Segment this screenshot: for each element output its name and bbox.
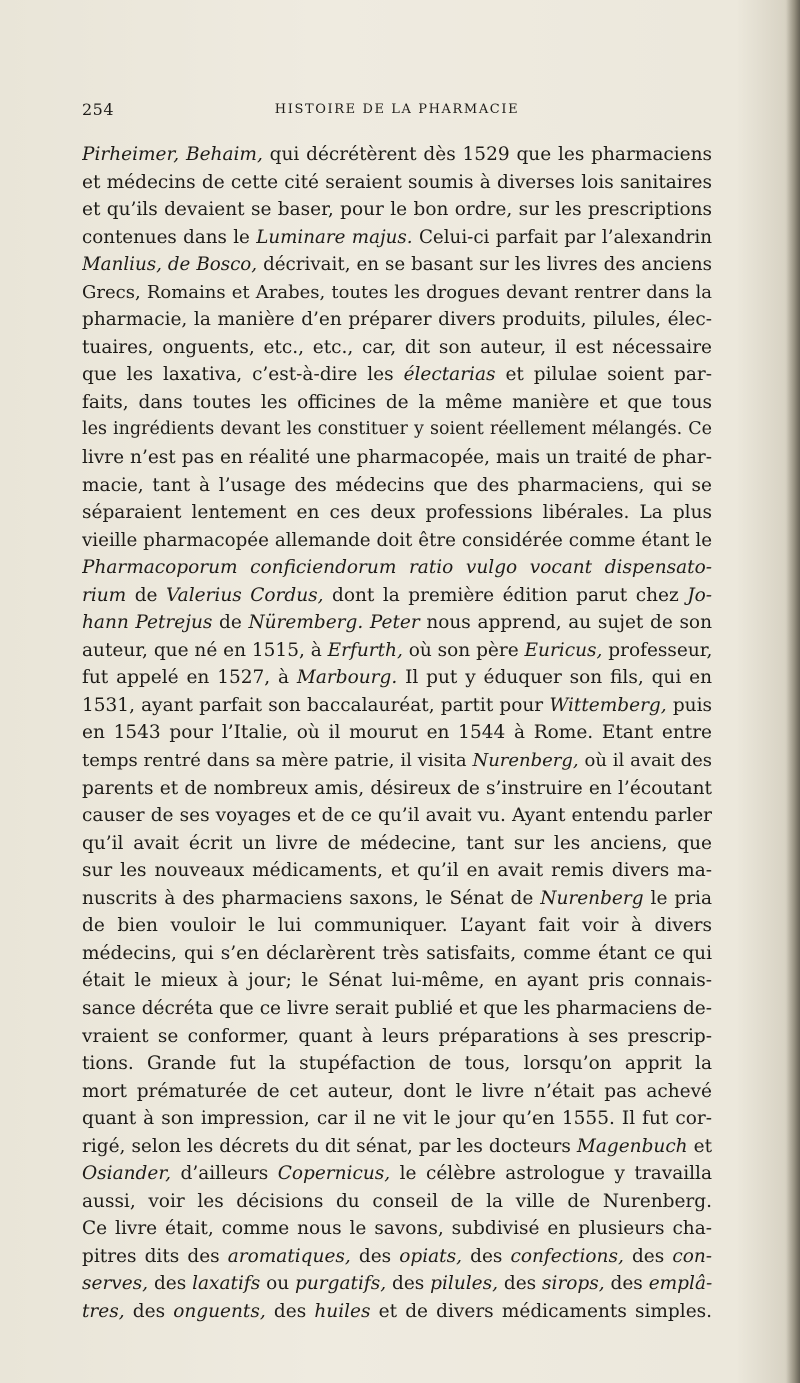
italic-text-run: rium [82, 584, 127, 606]
text-line [82, 609, 712, 637]
italic-text-run: Luminare majus. [256, 226, 413, 248]
page-number: 254 [82, 100, 115, 119]
text-run: tuaires, onguents, etc., etc., car, dit son auteur, il est nécessaire [82, 336, 712, 358]
text-run: en 1543 pour l’Italie, où il mourut en 1544 à Rome. Etant entre [82, 722, 712, 744]
text-run: et qu’ils devaient se baser, pour le bon ordre, sur les prescriptions [82, 199, 712, 221]
italic-text-run: électarias [403, 364, 496, 386]
text-run: de bien vouloir le lui communiquer. L’ayant fait voir à divers [82, 915, 712, 937]
text-run: pitres dits des [82, 1245, 228, 1267]
italic-text-run: serves, [82, 1273, 149, 1295]
italic-text-run: Nurenberg [540, 887, 644, 909]
italic-text-run: Nurenberg, [472, 750, 579, 772]
text-run: Celui-ci parfait par l’alexandrin [412, 226, 712, 248]
italic-text-run: Manlius, de Bosco, [82, 254, 258, 276]
text-line [82, 1050, 712, 1078]
text-line [82, 692, 712, 720]
text-run: des [386, 1273, 431, 1295]
italic-text-run: Euricus, [524, 639, 603, 661]
text-line [82, 1215, 712, 1243]
text-run: mort prématurée de cet auteur, dont le livre n’était pas achevé [82, 1080, 712, 1102]
text-run: dont la première édition parut chez [323, 584, 688, 606]
page-edge-shadow [786, 0, 800, 1383]
text-line [82, 912, 712, 940]
italic-text-run: aromatiques, [227, 1245, 351, 1267]
italic-text-run: laxatifs [192, 1273, 261, 1295]
text-run: temps rentré dans sa mère patrie, il visita [82, 750, 473, 772]
text-run: nuscrits à des pharmaciens saxons, le Sénat de [82, 887, 541, 909]
italic-text-run: huiles [314, 1300, 371, 1322]
text-line [82, 1023, 712, 1051]
page-header [82, 100, 712, 124]
text-line [82, 1133, 712, 1161]
text-run: séparaient lentement en ces deux professions libérales. La plus [82, 502, 712, 524]
text-run: fut appelé en 1527, à [82, 667, 297, 689]
italic-text-run: tres, [82, 1300, 125, 1322]
text-run: nous apprend, au sujet de son [419, 612, 712, 634]
text-run: macie, tant à l’usage des médecins que des pharmaciens, qui se [82, 474, 712, 496]
italic-text-run: Jo- [687, 584, 712, 606]
text-line [82, 1243, 712, 1271]
text-line [82, 857, 712, 885]
text-line [82, 499, 712, 527]
text-run: médecins, qui s’en déclarèrent très satisfaits, comme étant ce qui [82, 942, 712, 964]
text-run: auteur, que né en 1515, à [82, 639, 328, 661]
text-line [82, 637, 712, 665]
text-line [82, 582, 712, 610]
text-run: aussi, voir les décisions du conseil de la ville de Nurenberg. [82, 1190, 712, 1212]
text-run: Ce livre était, comme nous le savons, subdivisé en plusieurs cha- [82, 1218, 712, 1240]
text-line [82, 251, 712, 279]
running-title: HISTOIRE DE LA PHARMACIE [274, 102, 520, 117]
text-line [82, 196, 712, 224]
text-run: et pilulae soient par- [495, 364, 712, 386]
text-run: puis [666, 694, 712, 716]
text-run: des [623, 1245, 673, 1267]
text-run: causer de ses voyages et de ce qu’il avait vu. Ayant entendu parler [82, 805, 712, 827]
text-line [82, 389, 712, 417]
text-run: des [497, 1273, 543, 1295]
italic-text-run: Marbourg. [296, 667, 398, 689]
text-run: de [126, 584, 166, 606]
text-run: Grecs, Romains et Arabes, toutes les drogues devant rentrer dans la [82, 281, 712, 303]
italic-text-run: Erfurth, [327, 639, 403, 661]
text-line [82, 885, 712, 913]
text-line [82, 747, 712, 775]
italic-text-run: Pirheimer, Behaim, [82, 144, 263, 165]
text-run: que les laxativa, c’est-à-dire les [82, 364, 404, 386]
text-run: pharmacie, la manière d’en préparer divers produits, pilules, élec- [82, 309, 712, 331]
text-run: et de divers médicaments simples. [370, 1300, 712, 1322]
text-line [82, 940, 712, 968]
text-run: qu’il avait écrit un livre de médecine, tant sur les anciens, que [82, 832, 712, 854]
text-line [82, 141, 712, 169]
text-line [82, 664, 712, 692]
text-line [82, 719, 712, 747]
text-run: ou [260, 1273, 296, 1295]
text-line [82, 1160, 712, 1188]
text-run: des [462, 1245, 511, 1267]
text-line [82, 802, 712, 830]
italic-text-run: Magenbuch [576, 1135, 688, 1157]
italic-text-run: sirops, [542, 1273, 605, 1295]
text-run: parents et de nombreux amis, désireux de s’instruire en l’écoutant [82, 777, 712, 799]
text-run: le célèbre astrologue y travailla [390, 1163, 712, 1185]
text-line [82, 444, 712, 472]
text-line [82, 472, 712, 500]
italic-text-run: Pharmacoporum conficiendorum ratio vulgo vocant dispensato- [82, 557, 712, 579]
italic-text-run: emplâ- [648, 1273, 712, 1295]
text-run: des [265, 1300, 315, 1322]
text-run: d’ailleurs [171, 1163, 278, 1185]
text-line [82, 334, 712, 362]
text-line [82, 1270, 712, 1298]
text-run: des [350, 1245, 400, 1267]
text-run: et [687, 1135, 712, 1157]
text-line [82, 527, 712, 555]
text-line [82, 169, 712, 197]
body-text [82, 141, 712, 1326]
italic-text-run: Wittemberg, [549, 694, 667, 716]
italic-text-run: con- [672, 1245, 712, 1267]
text-run: professeur, [602, 639, 712, 661]
text-line [82, 224, 712, 252]
text-run: où son père [402, 639, 525, 661]
text-run: sur les nouveaux médicaments, et qu’il en avait remis divers ma- [82, 860, 712, 882]
text-line [82, 361, 712, 389]
italic-text-run: confections, [510, 1245, 624, 1267]
text-line [82, 416, 712, 444]
text-run: Il put y éduquer son fils, qui en [397, 667, 712, 689]
text-run: et médecins de cette cité seraient soumis à diverses lois sanitaires [82, 171, 712, 193]
italic-text-run: Copernicus, [277, 1163, 391, 1185]
text-run: le pria [643, 887, 712, 909]
italic-text-run: onguents, [173, 1300, 266, 1322]
text-run: décrivait, en se basant sur les livres des anciens [257, 254, 712, 276]
text-run: des [148, 1273, 193, 1295]
text-run: les ingrédients devant les constituer y soient réellement mélangés. Ce [82, 419, 712, 440]
text-line [82, 1105, 712, 1133]
text-line [82, 830, 712, 858]
text-line [82, 306, 712, 334]
text-line [82, 967, 712, 995]
text-run: des [604, 1273, 649, 1295]
text-run: était le mieux à jour; le Sénat lui-même, en ayant pris connais- [82, 970, 712, 992]
text-line [82, 775, 712, 803]
text-run: où il avait des [578, 750, 712, 772]
italic-text-run: Osiander, [82, 1163, 172, 1185]
italic-text-run: Valerius Cordus, [166, 584, 324, 606]
text-run: faits, dans toutes les officines de la même manière et que tous [82, 391, 712, 413]
text-run: tions. Grande fut la stupéfaction de tous, lorsqu’on apprit la [82, 1053, 712, 1075]
text-run: qui décrétèrent dès 1529 que les pharmaciens [262, 144, 712, 165]
text-run: vraient se conformer, quant à leurs préparations à ses prescrip- [82, 1025, 712, 1047]
italic-text-run: pilules, [430, 1273, 498, 1295]
text-run: livre n’est pas en réalité une pharmacopée, mais un traité de phar- [82, 447, 712, 469]
text-line [82, 279, 712, 307]
text-line [82, 554, 712, 582]
italic-text-run: Nüremberg. Peter [248, 612, 420, 634]
text-run: quant à son impression, car il ne vit le jour qu’en 1555. Il fut cor- [82, 1108, 712, 1130]
text-run: vieille pharmacopée allemande doit être considérée comme étant le [82, 529, 712, 551]
text-run: de [212, 612, 249, 634]
text-line [82, 1298, 712, 1326]
text-run: sance décréta que ce livre serait publié et que les pharmaciens de- [82, 997, 712, 1019]
italic-text-run: hann Petrejus [82, 612, 213, 634]
italic-text-run: purgatifs, [295, 1273, 387, 1295]
text-run: rigé, selon les décrets du dit sénat, par les docteurs [82, 1135, 577, 1157]
text-line [82, 1188, 712, 1216]
text-run: des [124, 1300, 174, 1322]
italic-text-run: opiats, [399, 1245, 462, 1267]
text-line [82, 995, 712, 1023]
text-run: 1531, ayant parfait son baccalauréat, partit pour [82, 694, 550, 716]
text-run: contenues dans le [82, 226, 257, 248]
text-line [82, 1078, 712, 1106]
